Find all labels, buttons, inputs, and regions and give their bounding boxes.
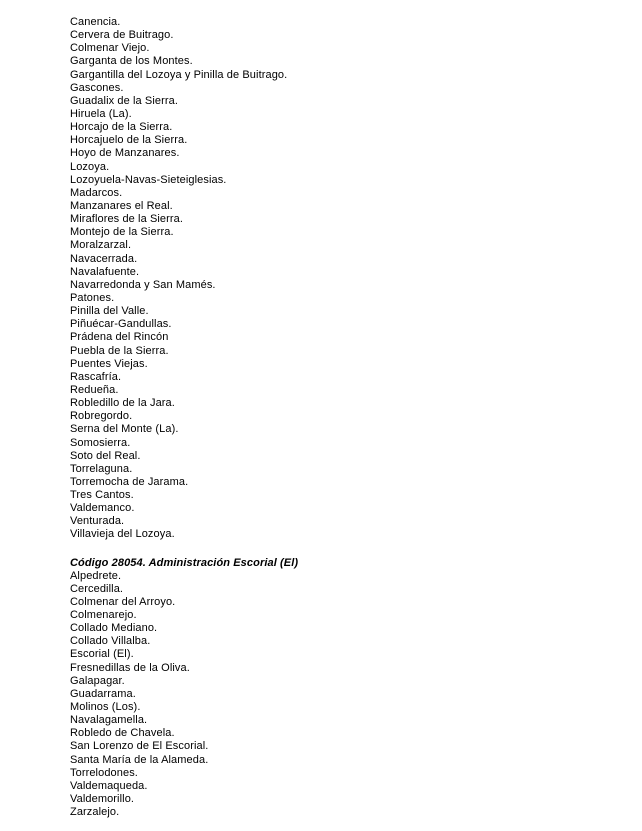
list-item: Cervera de Buitrago.	[70, 29, 174, 42]
list-item: Torremocha de Jarama.	[70, 475, 189, 488]
list-item: Colmenarejo.	[70, 609, 137, 622]
list-item: Horcajo de la Sierra.	[70, 121, 173, 134]
list-item: Torrelodones.	[70, 766, 138, 779]
list-item: Lozoya.	[70, 160, 110, 173]
list-item: Alpedrete.	[70, 569, 122, 582]
list-item: Valdemanco.	[70, 502, 135, 515]
list-item: Piñuécar-Gandullas.	[70, 318, 172, 331]
list-item: Collado Villalba.	[70, 635, 151, 648]
list-item: Molinos (Los).	[70, 701, 141, 714]
list-item: Garganta de los Montes.	[70, 55, 193, 68]
list-item: Guadalix de la Sierra.	[70, 94, 178, 107]
list-item: Puentes Viejas.	[70, 357, 148, 370]
list-item: Robledo de Chavela.	[70, 727, 175, 740]
municipality-list	[70, 16, 630, 542]
list-item: Venturada.	[70, 515, 125, 528]
list-item: Manzanares el Real.	[70, 199, 173, 212]
list-item: Soto del Real.	[70, 449, 141, 462]
list-item: Santa María de la Alameda.	[70, 753, 209, 766]
list-item: Galapagar.	[70, 674, 125, 687]
section-heading: Código 28054. Administración Escorial (El)	[70, 556, 299, 569]
list-item: Villavieja del Lozoya.	[70, 528, 175, 541]
list-item: Hiruela (La).	[70, 107, 132, 120]
list-item: Navalafuente.	[70, 265, 140, 278]
list-item: Gargantilla del Lozoya y Pinilla de Buitrago.	[70, 68, 288, 81]
list-item: Miraflores de la Sierra.	[70, 213, 184, 226]
list-item: Madarcos.	[70, 186, 123, 199]
list-item: Pinilla del Valle.	[70, 305, 149, 318]
list-item: Torrelaguna.	[70, 462, 133, 475]
list-item: Robregordo.	[70, 410, 133, 423]
document-page	[70, 16, 630, 819]
list-item: Horcajuelo de la Sierra.	[70, 134, 188, 147]
list-item: Lozoyuela-Navas-Sieteiglesias.	[70, 173, 227, 186]
list-item: Somosierra.	[70, 436, 131, 449]
list-item: Patones.	[70, 291, 115, 304]
list-item: Navacerrada.	[70, 252, 138, 265]
list-item: Collado Mediano.	[70, 622, 158, 635]
escorial-municipality-list	[70, 570, 630, 820]
list-item: San Lorenzo de El Escorial.	[70, 740, 209, 753]
list-item: Colmenar del Arroyo.	[70, 595, 176, 608]
list-item: Colmenar Viejo.	[70, 42, 150, 55]
list-item: Navarredonda y San Mamés.	[70, 278, 216, 291]
list-item: Robledillo de la Jara.	[70, 397, 175, 410]
list-item: Tres Cantos.	[70, 489, 134, 502]
list-item: Puebla de la Sierra.	[70, 344, 169, 357]
list-item: Gascones.	[70, 81, 124, 94]
list-item: Moralzarzal.	[70, 239, 132, 252]
list-item: Redueña.	[70, 383, 119, 396]
list-item: Serna del Monte (La).	[70, 423, 179, 436]
list-item: Zarzalejo.	[70, 806, 120, 819]
list-item: Cercedilla.	[70, 582, 124, 595]
list-item: Canencia.	[70, 16, 121, 28]
list-item: Hoyo de Manzanares.	[70, 147, 180, 160]
list-item: Montejo de la Sierra.	[70, 226, 174, 239]
list-item: Valdemaqueda.	[70, 779, 148, 792]
list-item: Rascafría.	[70, 370, 122, 383]
list-item: Navalagamella.	[70, 714, 148, 727]
list-item: Fresnedillas de la Oliva.	[70, 661, 190, 674]
list-item: Escorial (El).	[70, 648, 134, 661]
list-item: Prádena del Rincón	[70, 331, 169, 344]
list-item: Valdemorillo.	[70, 793, 135, 806]
list-item: Guadarrama.	[70, 687, 136, 700]
